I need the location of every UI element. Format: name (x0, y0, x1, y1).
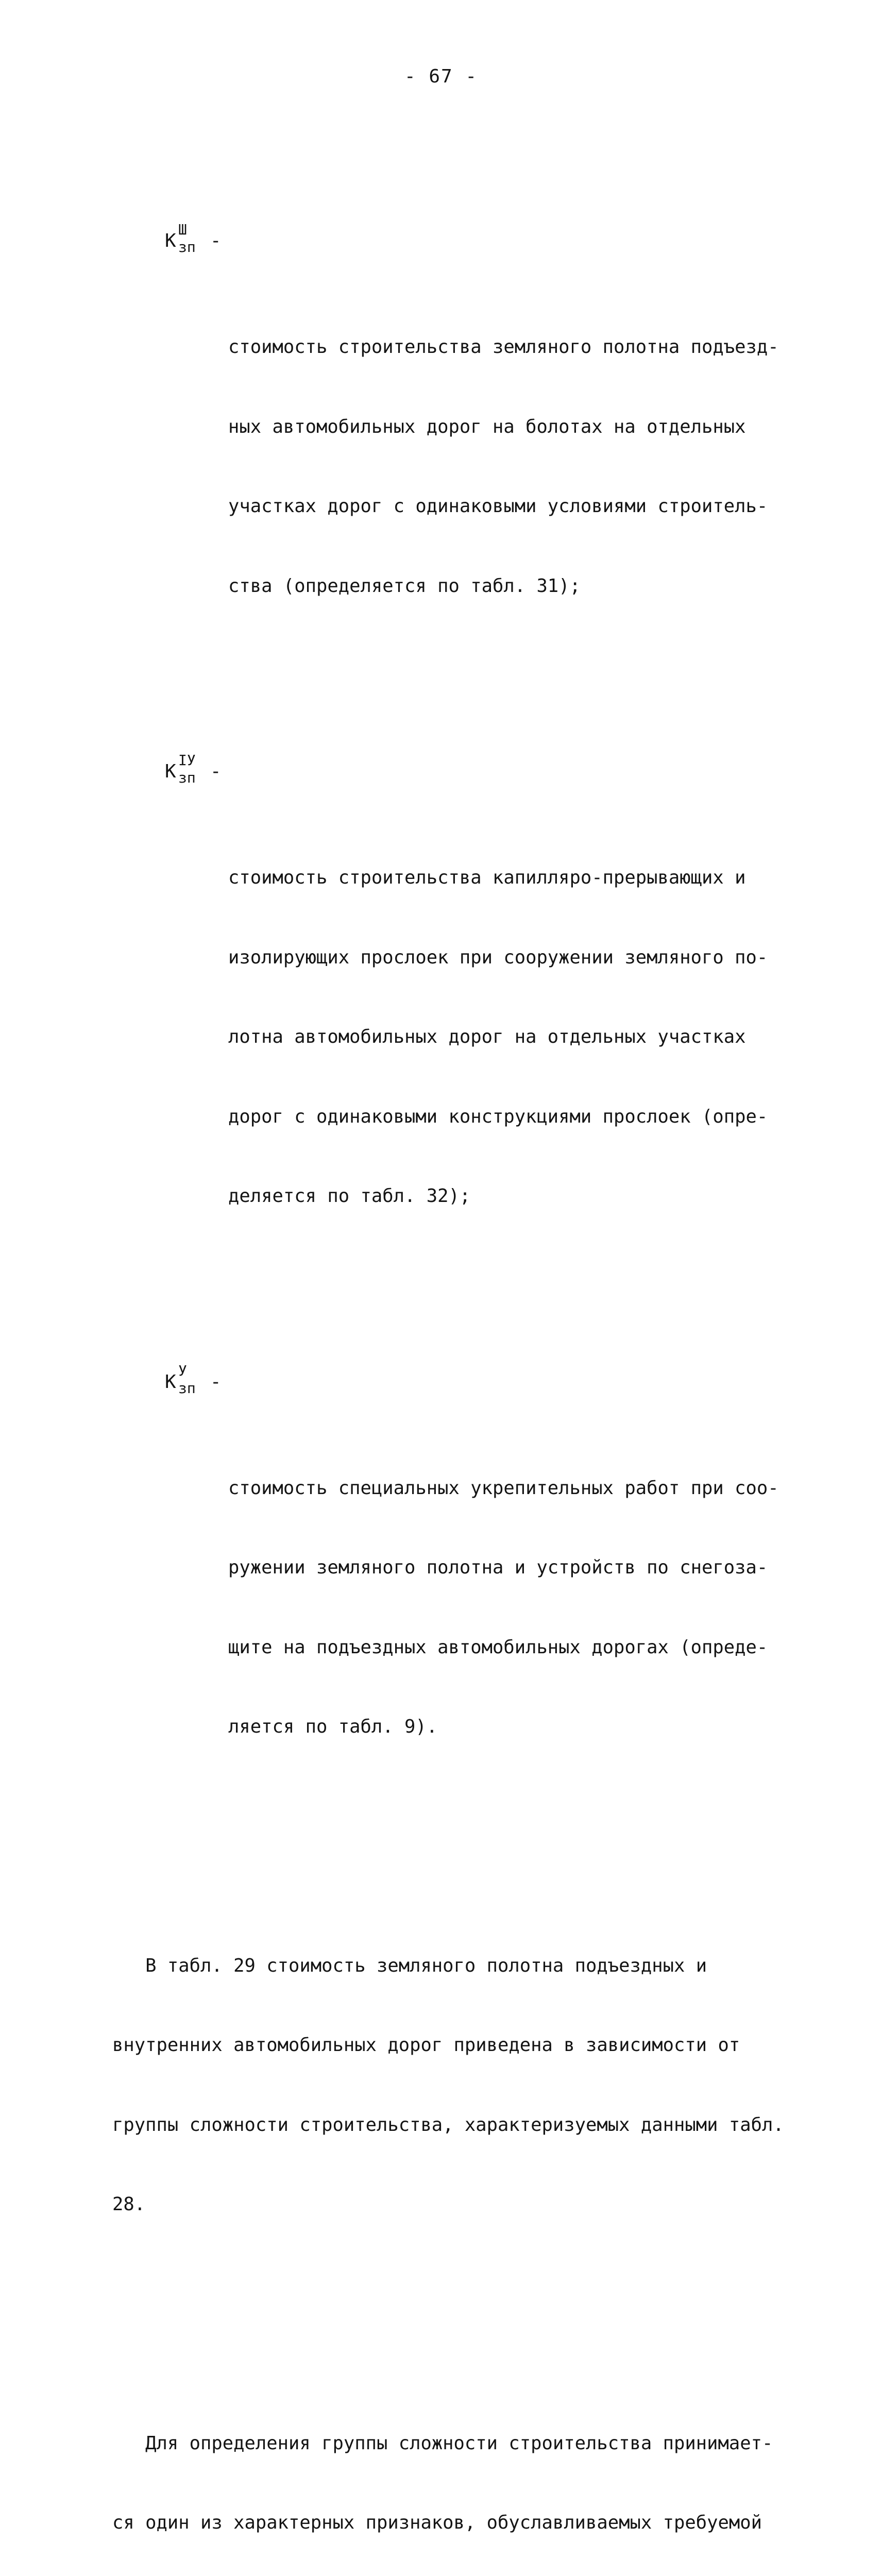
formula-symbol (165, 758, 211, 785)
definition-k-zp-iii (112, 228, 782, 652)
paragraph-line: 28. (112, 2191, 782, 2218)
definition-k-zp-v (112, 1369, 782, 1793)
paragraph-line: В табл. 29 стоимость земляного полотна подъездных и (112, 1953, 782, 1979)
symbol-subscript: зп (178, 240, 196, 255)
symbol-base: К (165, 761, 176, 782)
definition-line: стоимость специальных укрепительных работ при соо- (112, 1475, 782, 1502)
definition-line: ства (определяется по табл. 31); (112, 573, 782, 600)
page-body (112, 122, 782, 2576)
symbol-base: К (165, 1372, 176, 1393)
definition-dash: - (210, 1369, 221, 1396)
definition-line: ляется по табл. 9). (112, 1714, 782, 1740)
definition-line: участках дорог с одинаковыми условиями строитель- (112, 493, 782, 520)
definition-line: щите на подъездных автомобильных дорогах (опреде- (112, 1634, 782, 1661)
paragraph-line: группы сложности строительства, характеризуемых данными табл. (112, 2112, 782, 2139)
definition-line: изолирующих прослоек при сооружении земляного по- (112, 944, 782, 971)
symbol-superscript: У (178, 1364, 187, 1378)
symbol-base: К (165, 231, 176, 251)
symbol-superscript: IУ (178, 753, 196, 768)
definition-line: ных автомобильных дорог на болотах на отдельных (112, 414, 782, 440)
definition-line: стоимость строительства земляного полотна подъезд- (112, 334, 782, 361)
symbol-subscript: зп (178, 1381, 196, 1396)
paragraph-line: ся один из характерных признаков, обуславливаемых требуемой (112, 2510, 782, 2536)
paragraph-line: внутренних автомобильных дорог приведена в зависимости от (112, 2032, 782, 2059)
symbol-subscript: зп (178, 771, 196, 785)
definition-dash: - (210, 228, 221, 255)
paragraph-line: Для определения группы сложности строительства принимает- (112, 2430, 782, 2457)
formula-symbol (165, 228, 211, 255)
formula-symbol (165, 1369, 211, 1396)
definition-k-zp-iv (112, 758, 782, 1263)
definition-dash: - (210, 758, 221, 785)
definition-line: лотна автомобильных дорог на отдельных участках (112, 1024, 782, 1050)
paragraph-table-29 (112, 1900, 782, 2271)
definition-line: стоимость строительства капилляро-прерывающих и (112, 865, 782, 891)
paragraph-complexity-group (112, 2377, 782, 2576)
definition-line: деляется по табл. 32); (112, 1183, 782, 1210)
document-page (0, 0, 882, 1216)
definition-line: ружении земляного полотна и устройств по снегоза- (112, 1554, 782, 1581)
symbol-superscript: Ш (178, 223, 187, 237)
page-number: - 67 - (0, 66, 882, 87)
definition-line: дорог с одинаковыми конструкциями прослоек (опре- (112, 1104, 782, 1130)
